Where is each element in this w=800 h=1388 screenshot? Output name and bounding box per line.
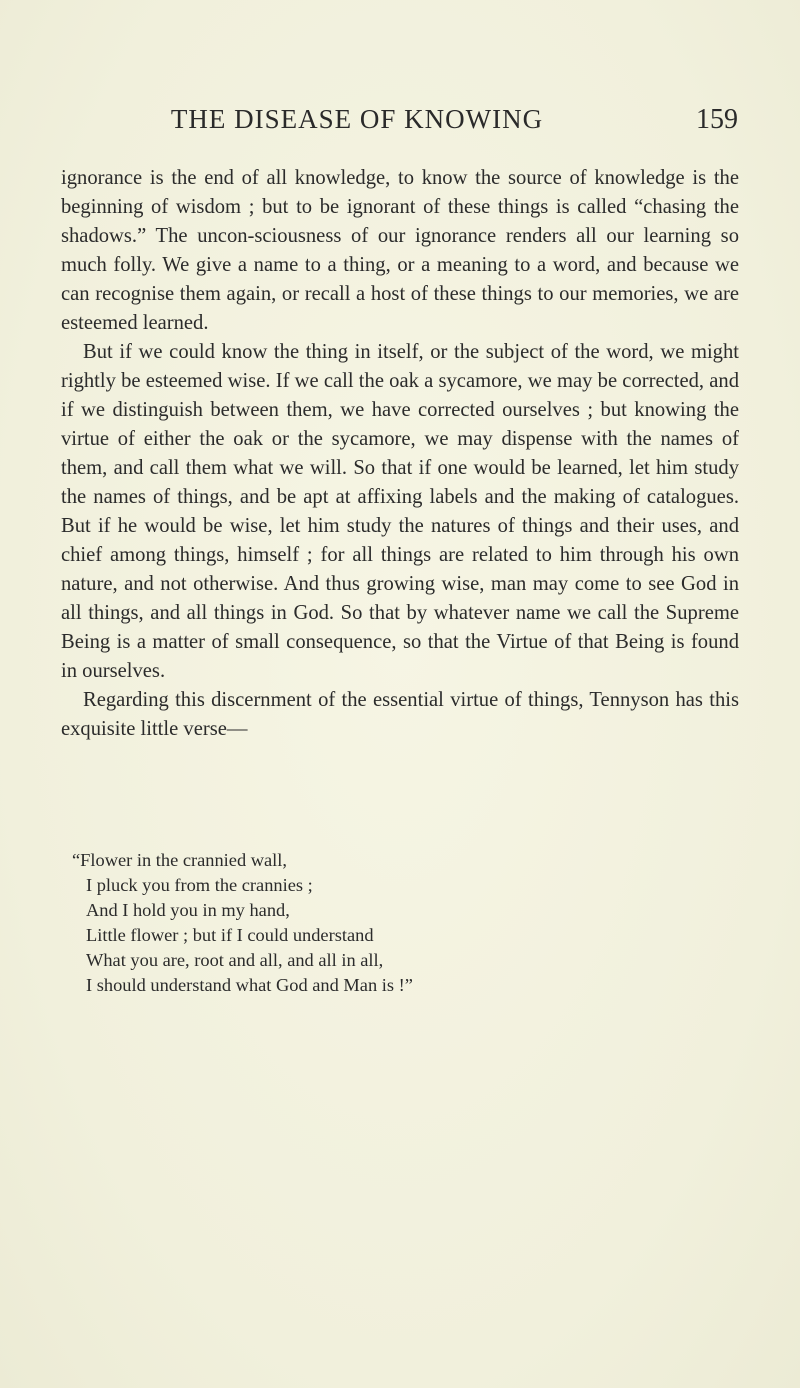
paragraph-3: Regarding this discernment of the essential virtue of things, Tennyson has this exquisite little verse— (61, 689, 739, 740)
verse-line-6: I should understand what God and Man is !” (86, 975, 413, 995)
verse-line-2: I pluck you from the crannies ; (86, 875, 313, 895)
running-head (0, 104, 800, 144)
verse-line-1: “Flower in the crannied wall, (72, 850, 287, 870)
running-title: THE DISEASE OF KNOWING (170, 104, 544, 134)
paragraph-1: ignorance is the end of all knowledge, to know the source of knowledge is the beginning of wisdom ; but to be ignorant of these things is called “chasing the shadows.” The uncon-sciousness of our ignorance renders all our learning so much folly. We give a name to a thing, or a meaning to a word, and because we can recognise them again, or recall a host of these things to our memories, we are esteemed learned. (61, 167, 739, 334)
verse-line-4: Little flower ; but if I could understand (86, 925, 374, 945)
verse-quotation (72, 848, 726, 998)
verse-line-3: And I hold you in my hand, (86, 900, 290, 920)
verse-line-5: What you are, root and all, and all in all, (86, 950, 384, 970)
page-number: 159 (696, 104, 738, 135)
body-text (61, 164, 739, 744)
paragraph-2: But if we could know the thing in itself, or the subject of the word, we might rightly be esteemed wise. If we call the oak a sycamore, we may be corrected, and if we distinguish between them, we have corrected ourselves ; but knowing the virtue of either the oak or the sycamore, we may dispense with the names of them, and call them what we will. So that if one would be learned, let him study the names of things, and be apt at affixing labels and the making of catalogues. But if he would be wise, let him study the natures of things and their uses, and chief among things, himself ; for all things are related to him through his own nature, and not otherwise. And thus growing wise, man may come to see God in all things, and all things in God. So that by whatever name we call the Supreme Being is a matter of small consequence, so that the Virtue of that Being is found in ourselves. (61, 341, 739, 682)
